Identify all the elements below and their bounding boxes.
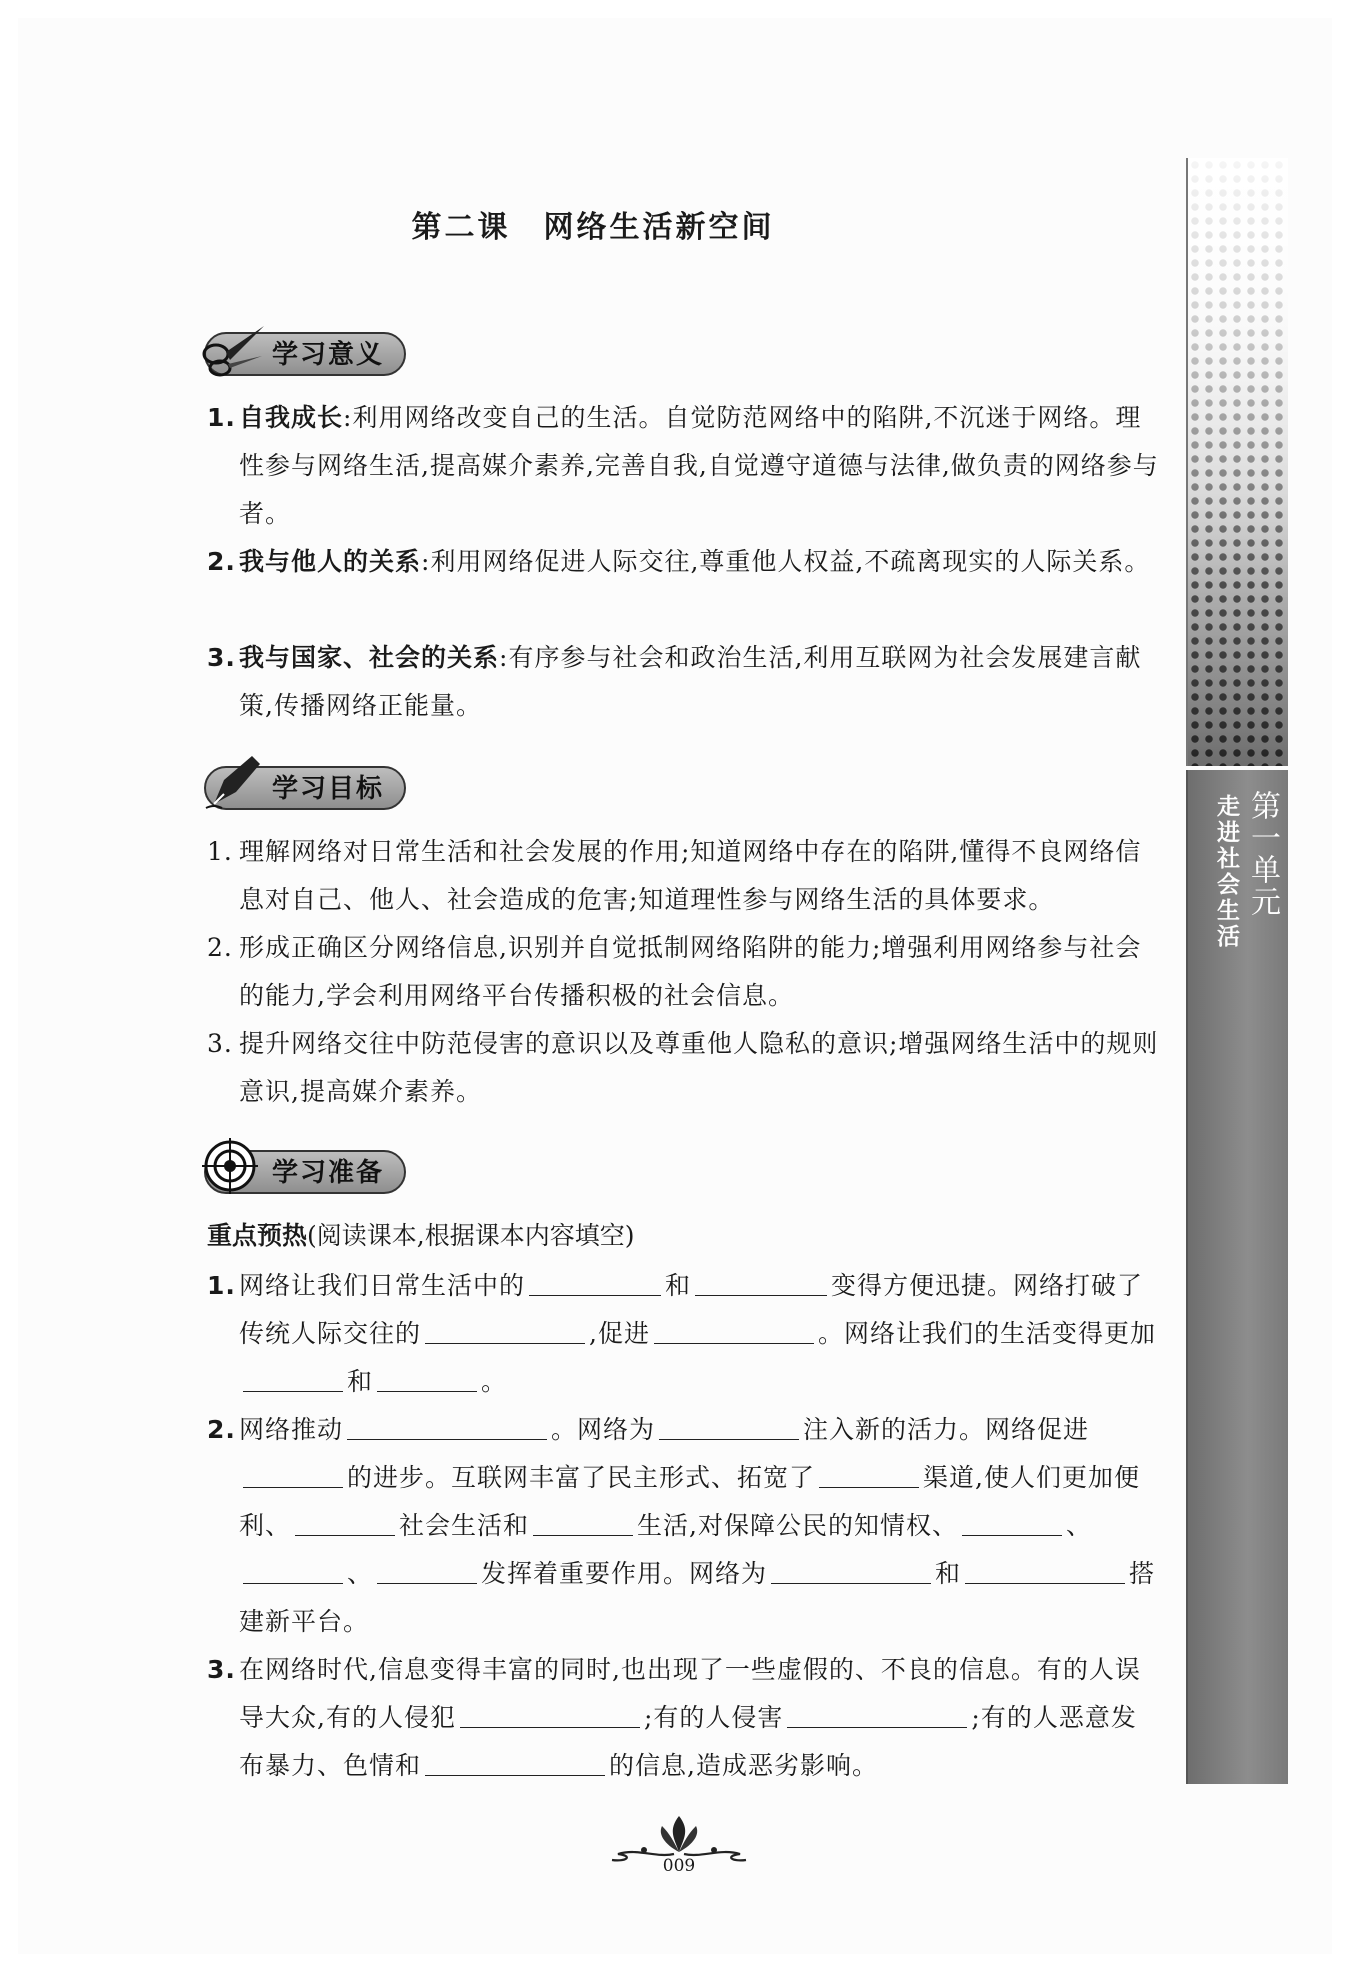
question-text: 和 — [665, 1271, 692, 1300]
question-text: 网络推动 — [239, 1415, 344, 1444]
fill-blank[interactable] — [377, 1553, 477, 1584]
question-text: ;有的人侵害 — [643, 1703, 784, 1732]
question-text: ,促进 — [589, 1319, 650, 1348]
item-separator: : — [343, 403, 353, 432]
item-text: 有序参与社会和政治生活,利用互联网为社会发展建言献策,传播网络正能量。 — [239, 643, 1142, 720]
significance-item-2 — [207, 538, 1162, 586]
pen-icon — [200, 750, 266, 812]
question-text: 。网络让我们的生活变得更加 — [817, 1319, 1156, 1348]
question-text: 网络让我们日常生活中的 — [239, 1271, 526, 1300]
question-text: 的进步。互联网丰富了民主形式、拓宽了 — [347, 1463, 816, 1492]
significance-item-3 — [207, 634, 1162, 730]
fill-blank[interactable] — [529, 1265, 661, 1296]
fill-blank[interactable] — [695, 1265, 827, 1296]
goal-item-3 — [207, 1020, 1162, 1116]
fill-blank[interactable] — [377, 1361, 477, 1392]
fill-blank[interactable] — [295, 1505, 395, 1536]
key-preview-note: (阅读课本,根据课本内容填空) — [307, 1221, 635, 1250]
item-number: 1. — [207, 837, 233, 866]
fill-blank[interactable] — [347, 1409, 547, 1440]
significance-item-1 — [207, 394, 1162, 538]
question-text: 生活,对保障公民的知情权、 — [637, 1511, 958, 1540]
fill-blank[interactable] — [654, 1313, 814, 1344]
section-header-significance — [200, 322, 410, 374]
question-text: 。网络为 — [551, 1415, 656, 1444]
key-preview-label — [207, 1216, 634, 1256]
fill-blank[interactable] — [965, 1553, 1125, 1584]
item-separator: : — [421, 547, 431, 576]
item-number: 3. — [207, 1029, 233, 1058]
target-icon — [200, 1134, 266, 1196]
fill-blank[interactable] — [533, 1505, 633, 1536]
question-text: 在网络时代,信息变得丰富的同时,也出现了一些虚假的、不良的信息。有的人误导大众,有的人侵犯 — [239, 1655, 1141, 1732]
page-number: 009 — [662, 1856, 696, 1876]
side-pattern — [1186, 158, 1288, 766]
section-label: 学习准备 — [272, 1158, 385, 1188]
question-2 — [207, 1406, 1162, 1646]
goal-item-1 — [207, 828, 1162, 924]
question-text: 和 — [935, 1559, 962, 1588]
item-heading: 我与国家、社会的关系 — [239, 643, 500, 672]
lesson-title: 第二课 网络生活新空间 — [411, 210, 775, 245]
key-preview-heading: 重点预热 — [207, 1221, 308, 1250]
item-number: 1. — [207, 403, 236, 432]
item-text: 形成正确区分网络信息,识别并自觉抵制网络陷阱的能力;增强利用网络参与社会的能力,学会利用网络平台传播积极的社会信息。 — [239, 933, 1142, 1010]
item-text: 提升网络交往中防范侵害的意识以及尊重他人隐私的意识;增强网络生活中的规则意识,提高媒介素养。 — [239, 1029, 1159, 1106]
question-text: 和 — [347, 1367, 374, 1396]
section-label: 学习目标 — [272, 774, 385, 804]
question-text: 搭建新平台。 — [239, 1559, 1156, 1636]
question-text: 、 — [347, 1559, 374, 1588]
question-number: 3. — [207, 1655, 236, 1684]
question-text: 的信息,造成恶劣影响。 — [609, 1751, 878, 1780]
question-text: 。 — [481, 1367, 508, 1396]
question-3 — [207, 1646, 1162, 1790]
item-heading: 自我成长 — [239, 403, 344, 432]
question-text: 、 — [1065, 1511, 1092, 1540]
fill-blank[interactable] — [425, 1745, 605, 1776]
section-header-goals — [200, 756, 410, 808]
item-heading: 我与他人的关系 — [239, 547, 422, 576]
question-text: 变得方便迅捷。网络打破了传统人际交往的 — [239, 1271, 1144, 1348]
section-header-preparation — [200, 1140, 410, 1192]
fill-blank[interactable] — [243, 1553, 343, 1584]
fill-blank[interactable] — [787, 1697, 967, 1728]
question-text: 发挥着重要作用。网络为 — [481, 1559, 768, 1588]
question-text: ;有的人恶意发布暴力、色情和 — [239, 1703, 1137, 1780]
fill-blank[interactable] — [425, 1313, 585, 1344]
item-number: 3. — [207, 643, 236, 672]
unit-tab — [1186, 770, 1288, 1784]
item-number: 2. — [207, 933, 233, 962]
fill-blank[interactable] — [819, 1457, 919, 1488]
fill-blank[interactable] — [460, 1697, 640, 1728]
goal-item-2 — [207, 924, 1162, 1020]
item-separator: : — [499, 643, 509, 672]
item-number: 2. — [207, 547, 236, 576]
fill-blank[interactable] — [962, 1505, 1062, 1536]
side-band — [1186, 158, 1286, 1786]
question-1 — [207, 1262, 1162, 1406]
section-label: 学习意义 — [272, 340, 385, 370]
item-text: 利用网络促进人际交往,尊重他人权益,不疏离现实的人际关系。 — [430, 547, 1151, 576]
unit-number: 第一单元 — [1245, 790, 1280, 918]
question-number: 1. — [207, 1271, 236, 1300]
fill-blank[interactable] — [243, 1361, 343, 1392]
item-text: 利用网络改变自己的生活。自觉防范网络中的陷阱,不沉迷于网络。理性参与网络生活,提高媒介素养,完善自我,自觉遵守道德与法律,做负责的网络参与者。 — [239, 403, 1159, 528]
fill-blank[interactable] — [771, 1553, 931, 1584]
unit-name: 走进社会生活 — [1213, 794, 1239, 950]
question-text: 渠道,使人们更加便利、 — [239, 1463, 1140, 1540]
question-number: 2. — [207, 1415, 236, 1444]
question-text: 注入新的活力。网络促进 — [803, 1415, 1090, 1444]
fill-blank[interactable] — [243, 1457, 343, 1488]
question-text: 社会生活和 — [399, 1511, 530, 1540]
scissors-icon — [200, 316, 266, 378]
item-text: 理解网络对日常生活和社会发展的作用;知道网络中存在的陷阱,懂得不良网络信息对自己、他人、社会造成的危害;知道理性参与网络生活的具体要求。 — [239, 837, 1142, 914]
fill-blank[interactable] — [659, 1409, 799, 1440]
